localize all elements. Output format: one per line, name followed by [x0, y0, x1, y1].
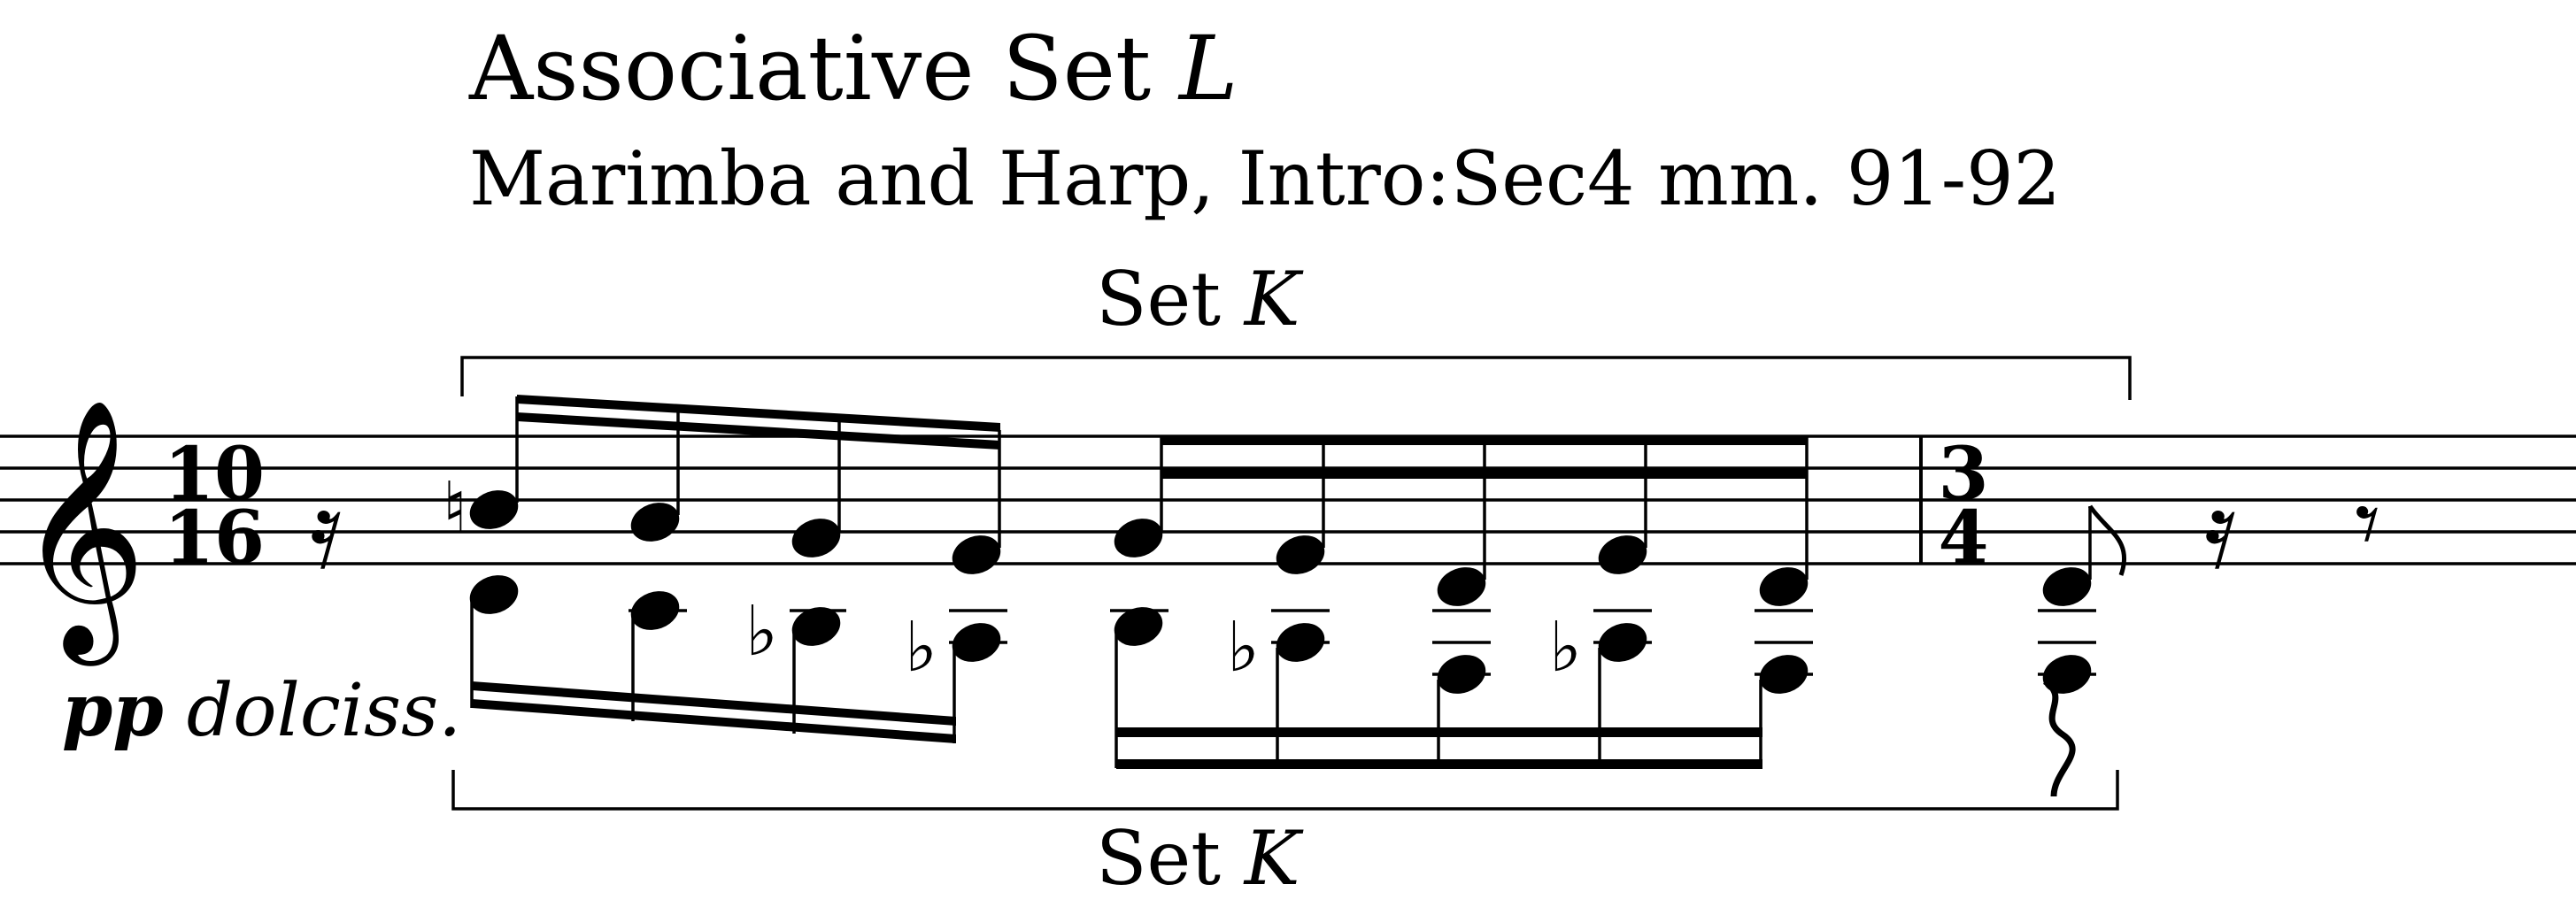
note-head — [787, 512, 846, 565]
beam — [517, 395, 1000, 432]
note-head — [626, 496, 685, 549]
bracket-bottom-prefix: Set — [1096, 815, 1222, 902]
time-signature-3-4 — [1938, 432, 1988, 581]
time-signature-numerator: 10 — [163, 432, 266, 517]
bracket-bottom-letter: K — [1244, 815, 1300, 902]
bracket-top — [462, 358, 2130, 400]
arpeggio-wavy-line — [2045, 681, 2072, 796]
flat-accidental-icon: ♭ — [905, 608, 937, 688]
note-head — [1271, 529, 1330, 581]
note-head — [2038, 561, 2097, 613]
time-signature-denominator: 4 — [1938, 496, 1989, 581]
note-head — [1109, 512, 1168, 565]
note-head — [947, 529, 1006, 581]
dynamic-expression: dolciss. — [186, 669, 462, 753]
flat-accidental-icon: ♭ — [745, 592, 778, 672]
bracket-top-prefix: Set — [1096, 256, 1222, 342]
subtitle: Marimba and Harp, Intro:Sec4 mm. 91-92 — [469, 135, 2062, 222]
beam — [1161, 469, 1808, 479]
beam — [1116, 759, 1762, 769]
title-prefix: Associative Set — [469, 17, 1152, 120]
dynamic-pp: pp — [62, 668, 164, 753]
final-chord — [2038, 506, 2125, 796]
upper-voice-group-2 — [1109, 435, 1814, 612]
bracket-top-letter: K — [1244, 256, 1300, 342]
time-signature-numerator: 3 — [1938, 432, 1989, 517]
flat-accidental-icon: ♭ — [1549, 608, 1582, 688]
flat-accidental-icon: ♭ — [1227, 608, 1260, 688]
note-head — [1755, 561, 1814, 613]
note-head — [1593, 529, 1653, 581]
sixteenth-rest-icon: 𝄿 — [310, 469, 343, 592]
note-head — [465, 484, 524, 536]
eighth-rest-icon: 𝄾 — [2355, 467, 2381, 581]
beam — [1161, 435, 1808, 445]
time-signature-denominator: 16 — [163, 496, 266, 581]
time-signature-10-16 — [164, 432, 265, 581]
lower-voice-group-1 — [465, 569, 1007, 743]
upper-voice-group-1 — [443, 395, 1006, 581]
beam — [517, 412, 1000, 450]
bracket-bottom — [453, 770, 2117, 809]
lower-voice-group-2 — [1109, 601, 1814, 769]
treble-clef-icon: 𝄞 — [16, 396, 147, 654]
sixteenth-rest-icon: 𝄿 — [2204, 469, 2237, 592]
beam — [1116, 727, 1762, 737]
natural-accidental-icon: ♮ — [443, 468, 467, 548]
title-set-letter: L — [1178, 17, 1238, 120]
note-head — [1432, 561, 1492, 613]
